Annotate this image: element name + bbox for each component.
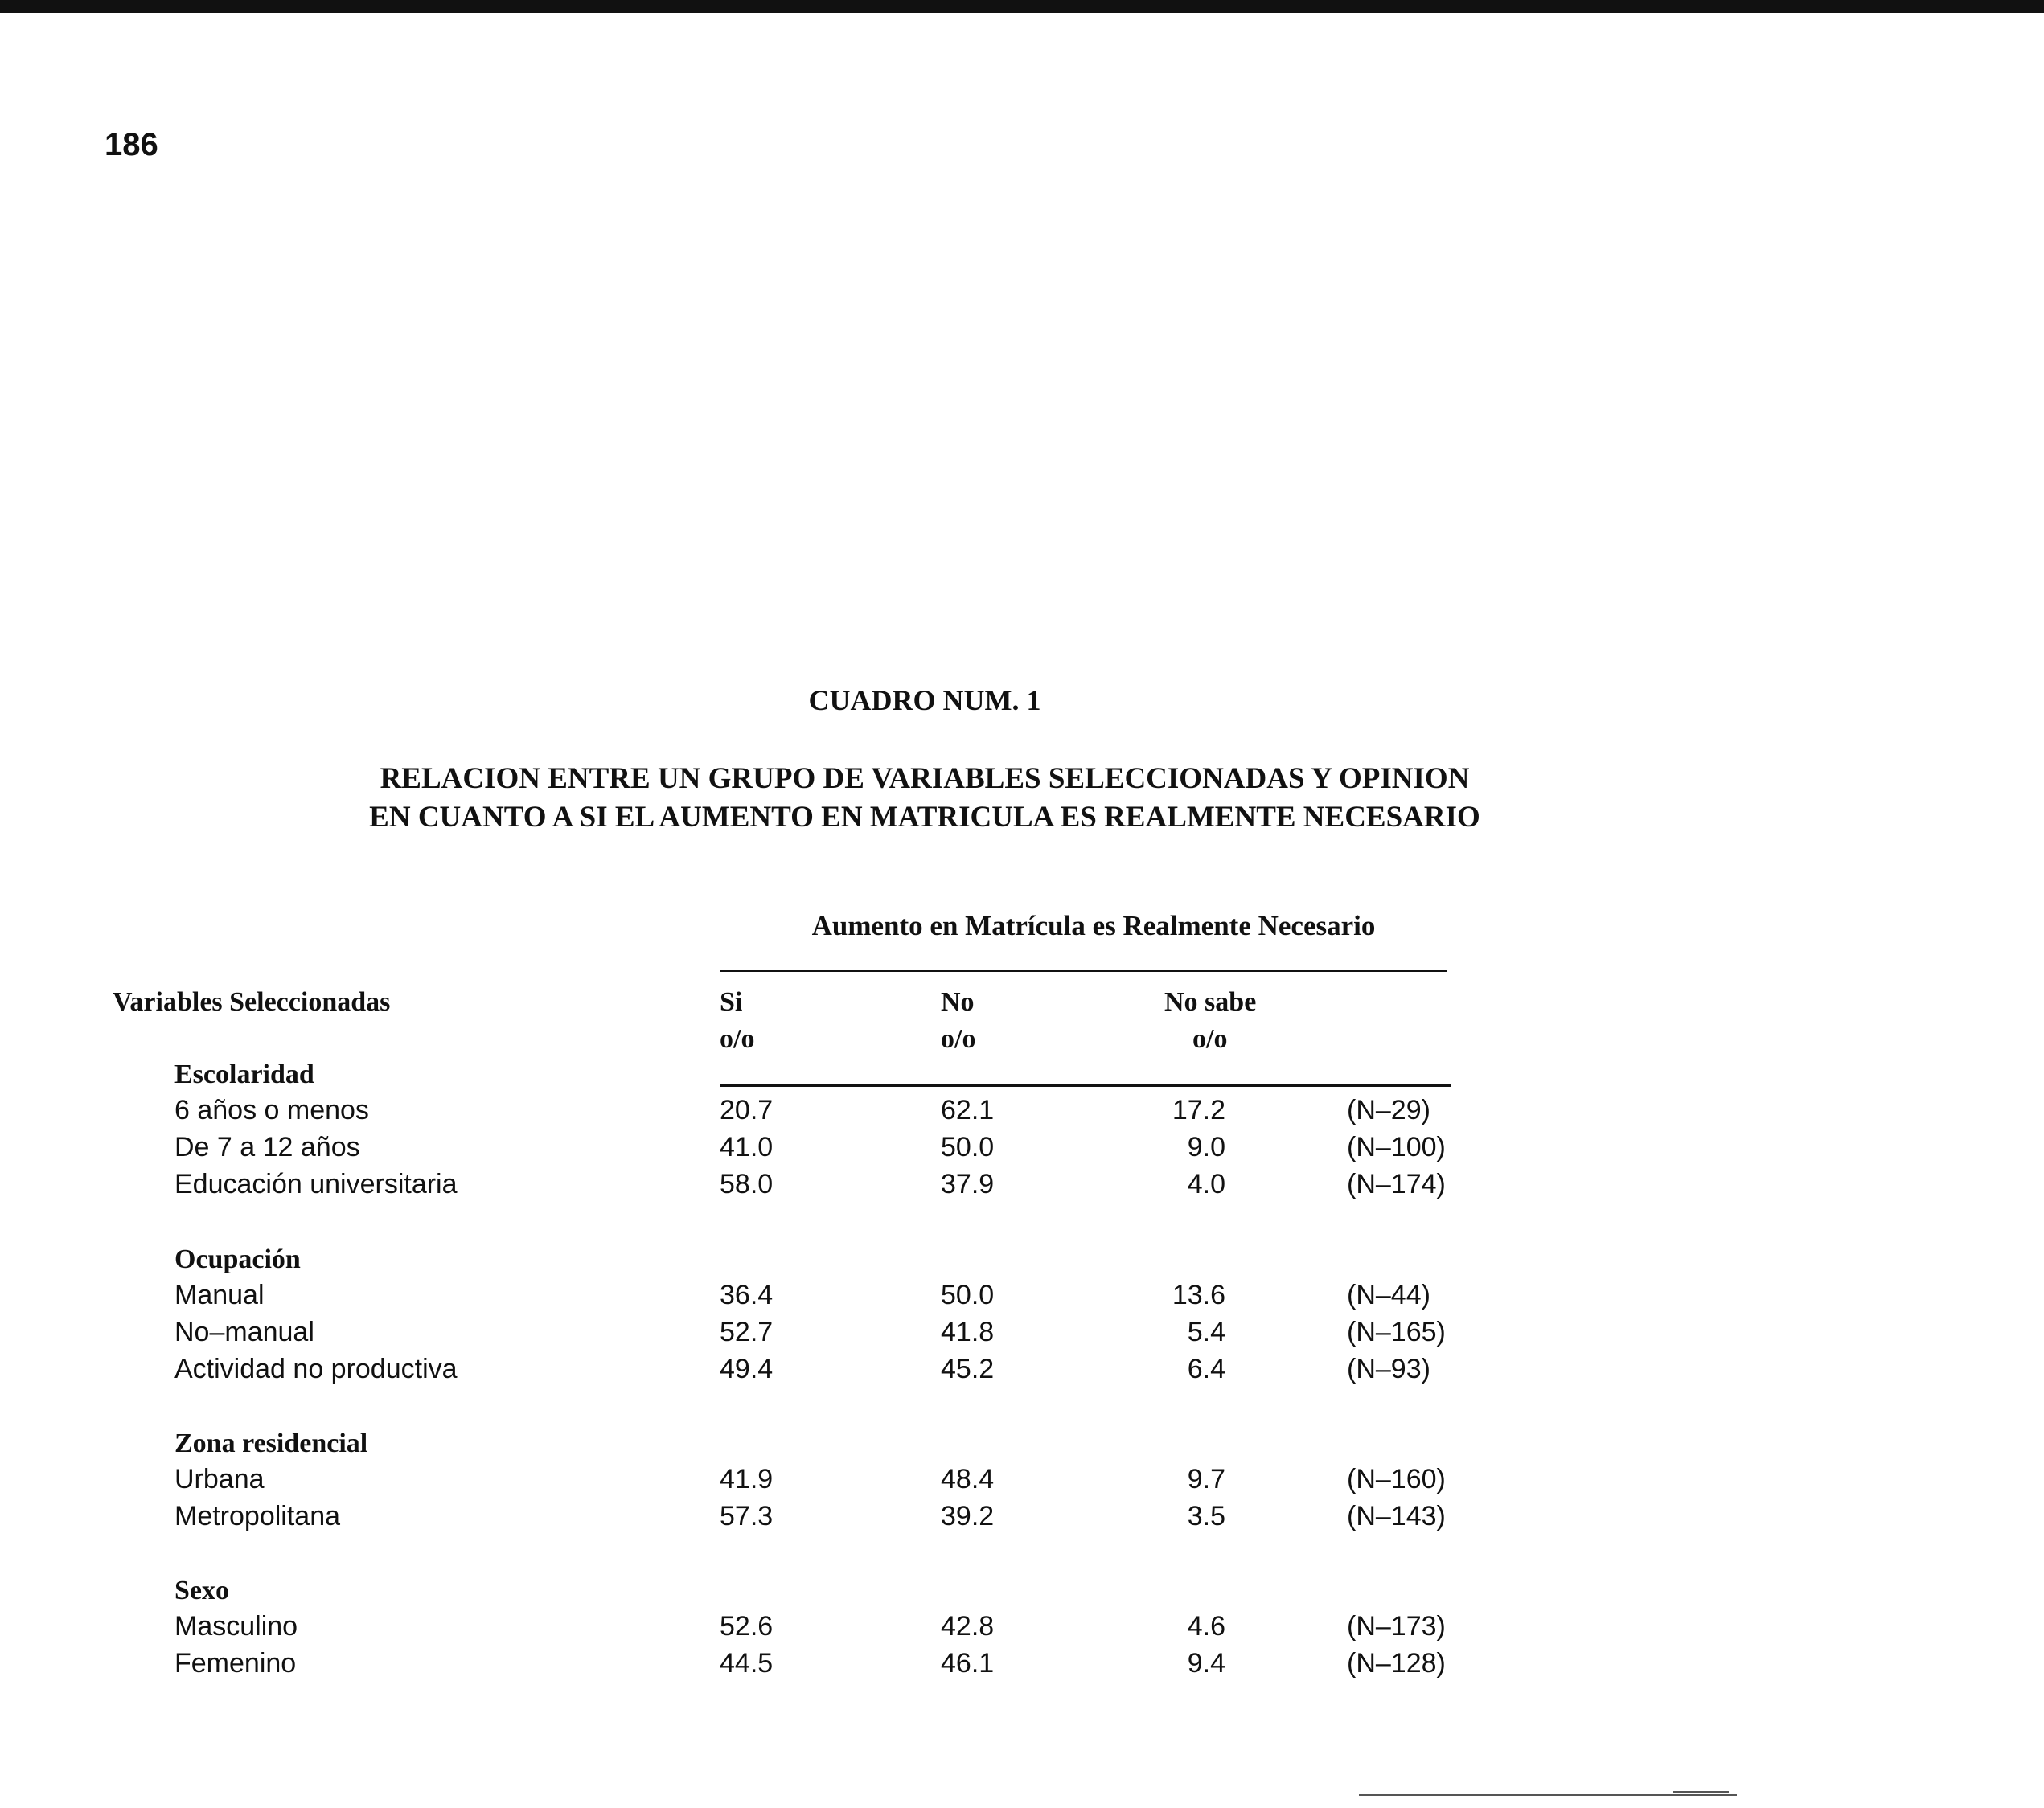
cell-si: 36.4 <box>720 1280 774 1310</box>
cell-si: 41.9 <box>720 1464 774 1494</box>
column-header-no-unit: o/o <box>941 1024 976 1054</box>
cell-no-sabe: 4.6 <box>1187 1611 1225 1642</box>
page-number: 186 <box>105 127 158 162</box>
cell-no-sabe: 9.7 <box>1187 1464 1225 1494</box>
table-row <box>0 1169 1930 1206</box>
group-heading-sexo: Sexo <box>174 1576 229 1605</box>
row-label: Urbana <box>174 1464 265 1494</box>
row-label: Actividad no productiva <box>174 1354 458 1384</box>
cell-no: 48.4 <box>941 1464 995 1494</box>
table-row <box>0 1611 1930 1648</box>
cell-no: 50.0 <box>941 1280 995 1310</box>
cell-n: (N–165) <box>1347 1317 1446 1347</box>
cell-n: (N–29) <box>1347 1095 1430 1125</box>
scan-artifact-line <box>1359 1794 1737 1796</box>
cell-no: 41.8 <box>941 1317 995 1347</box>
group-heading-escolaridad: Escolaridad <box>174 1060 314 1089</box>
cell-si: 44.5 <box>720 1648 774 1679</box>
cell-no: 62.1 <box>941 1095 995 1125</box>
cell-no: 39.2 <box>941 1501 995 1531</box>
table-row <box>0 1317 1930 1354</box>
table-row <box>0 1648 1930 1685</box>
table-row <box>0 1464 1930 1501</box>
cell-si: 20.7 <box>720 1095 774 1125</box>
cell-no: 50.0 <box>941 1132 995 1162</box>
cell-no: 37.9 <box>941 1169 995 1199</box>
column-header-no-sabe <box>1164 984 1256 1058</box>
table-row <box>0 1095 1930 1132</box>
cell-si: 52.7 <box>720 1317 774 1347</box>
cell-n: (N–93) <box>1347 1354 1430 1384</box>
scan-artifact-line <box>1673 1791 1729 1793</box>
cell-no-sabe: 6.4 <box>1187 1354 1225 1384</box>
row-label: No–manual <box>174 1317 314 1347</box>
cell-si: 57.3 <box>720 1501 774 1531</box>
group-heading-ocupacion: Ocupación <box>174 1244 301 1274</box>
cell-n: (N–128) <box>1347 1648 1446 1679</box>
table-row <box>0 1501 1930 1538</box>
cell-no-sabe: 13.6 <box>1172 1280 1225 1310</box>
cell-n: (N–160) <box>1347 1464 1446 1494</box>
column-header-si <box>720 984 754 1058</box>
cell-n: (N–173) <box>1347 1611 1446 1642</box>
table-row <box>0 1132 1930 1169</box>
row-label: 6 años o menos <box>174 1095 369 1125</box>
row-label: Masculino <box>174 1611 298 1642</box>
column-header-no-sabe-label: No sabe <box>1164 987 1257 1017</box>
cell-n: (N–100) <box>1347 1132 1446 1162</box>
cell-no: 45.2 <box>941 1354 995 1384</box>
cell-no-sabe: 5.4 <box>1187 1317 1225 1347</box>
table-title <box>0 760 1849 837</box>
table-row <box>0 1354 1930 1391</box>
row-label: Metropolitana <box>174 1501 341 1531</box>
spanner-rule <box>720 970 1447 972</box>
header-rule <box>720 1084 1451 1087</box>
column-header-no-label: No <box>941 987 975 1017</box>
cell-si: 58.0 <box>720 1169 774 1199</box>
table-title-line-1: RELACION ENTRE UN GRUPO DE VARIABLES SELECCIONADAS Y OPINION <box>380 762 1470 795</box>
group-heading-zona-residencial: Zona residencial <box>174 1429 368 1458</box>
cell-no-sabe: 9.4 <box>1187 1648 1225 1679</box>
cell-si: 52.6 <box>720 1611 774 1642</box>
cell-no-sabe: 4.0 <box>1187 1169 1225 1199</box>
table-title-line-2: EN CUANTO A SI EL AUMENTO EN MATRICULA ES REALMENTE NECESARIO <box>369 801 1480 834</box>
cell-si: 49.4 <box>720 1354 774 1384</box>
column-header-no <box>941 984 975 1058</box>
cell-n: (N–44) <box>1347 1280 1430 1310</box>
cell-no-sabe: 3.5 <box>1187 1501 1225 1531</box>
cell-no: 42.8 <box>941 1611 995 1642</box>
row-label: Manual <box>174 1280 265 1310</box>
top-rule <box>0 0 2044 13</box>
row-label: Educación universitaria <box>174 1169 458 1199</box>
column-header-si-unit: o/o <box>720 1024 755 1054</box>
row-header-label: Variables Seleccionadas <box>113 987 391 1017</box>
cell-si: 41.0 <box>720 1132 774 1162</box>
column-header-si-label: Si <box>720 987 743 1017</box>
cell-no: 46.1 <box>941 1648 995 1679</box>
table-number: CUADRO NUM. 1 <box>808 684 1041 716</box>
cell-n: (N–143) <box>1347 1501 1446 1531</box>
row-label: Femenino <box>174 1648 297 1679</box>
table-row <box>0 1280 1930 1317</box>
column-spanner-heading: Aumento en Matrícula es Realmente Necesario <box>811 910 1376 941</box>
cell-n: (N–174) <box>1347 1169 1446 1199</box>
cell-no-sabe: 17.2 <box>1172 1095 1225 1125</box>
column-header-no-sabe-unit: o/o <box>1192 1024 1228 1054</box>
cell-no-sabe: 9.0 <box>1187 1132 1225 1162</box>
row-label: De 7 a 12 años <box>174 1132 360 1162</box>
